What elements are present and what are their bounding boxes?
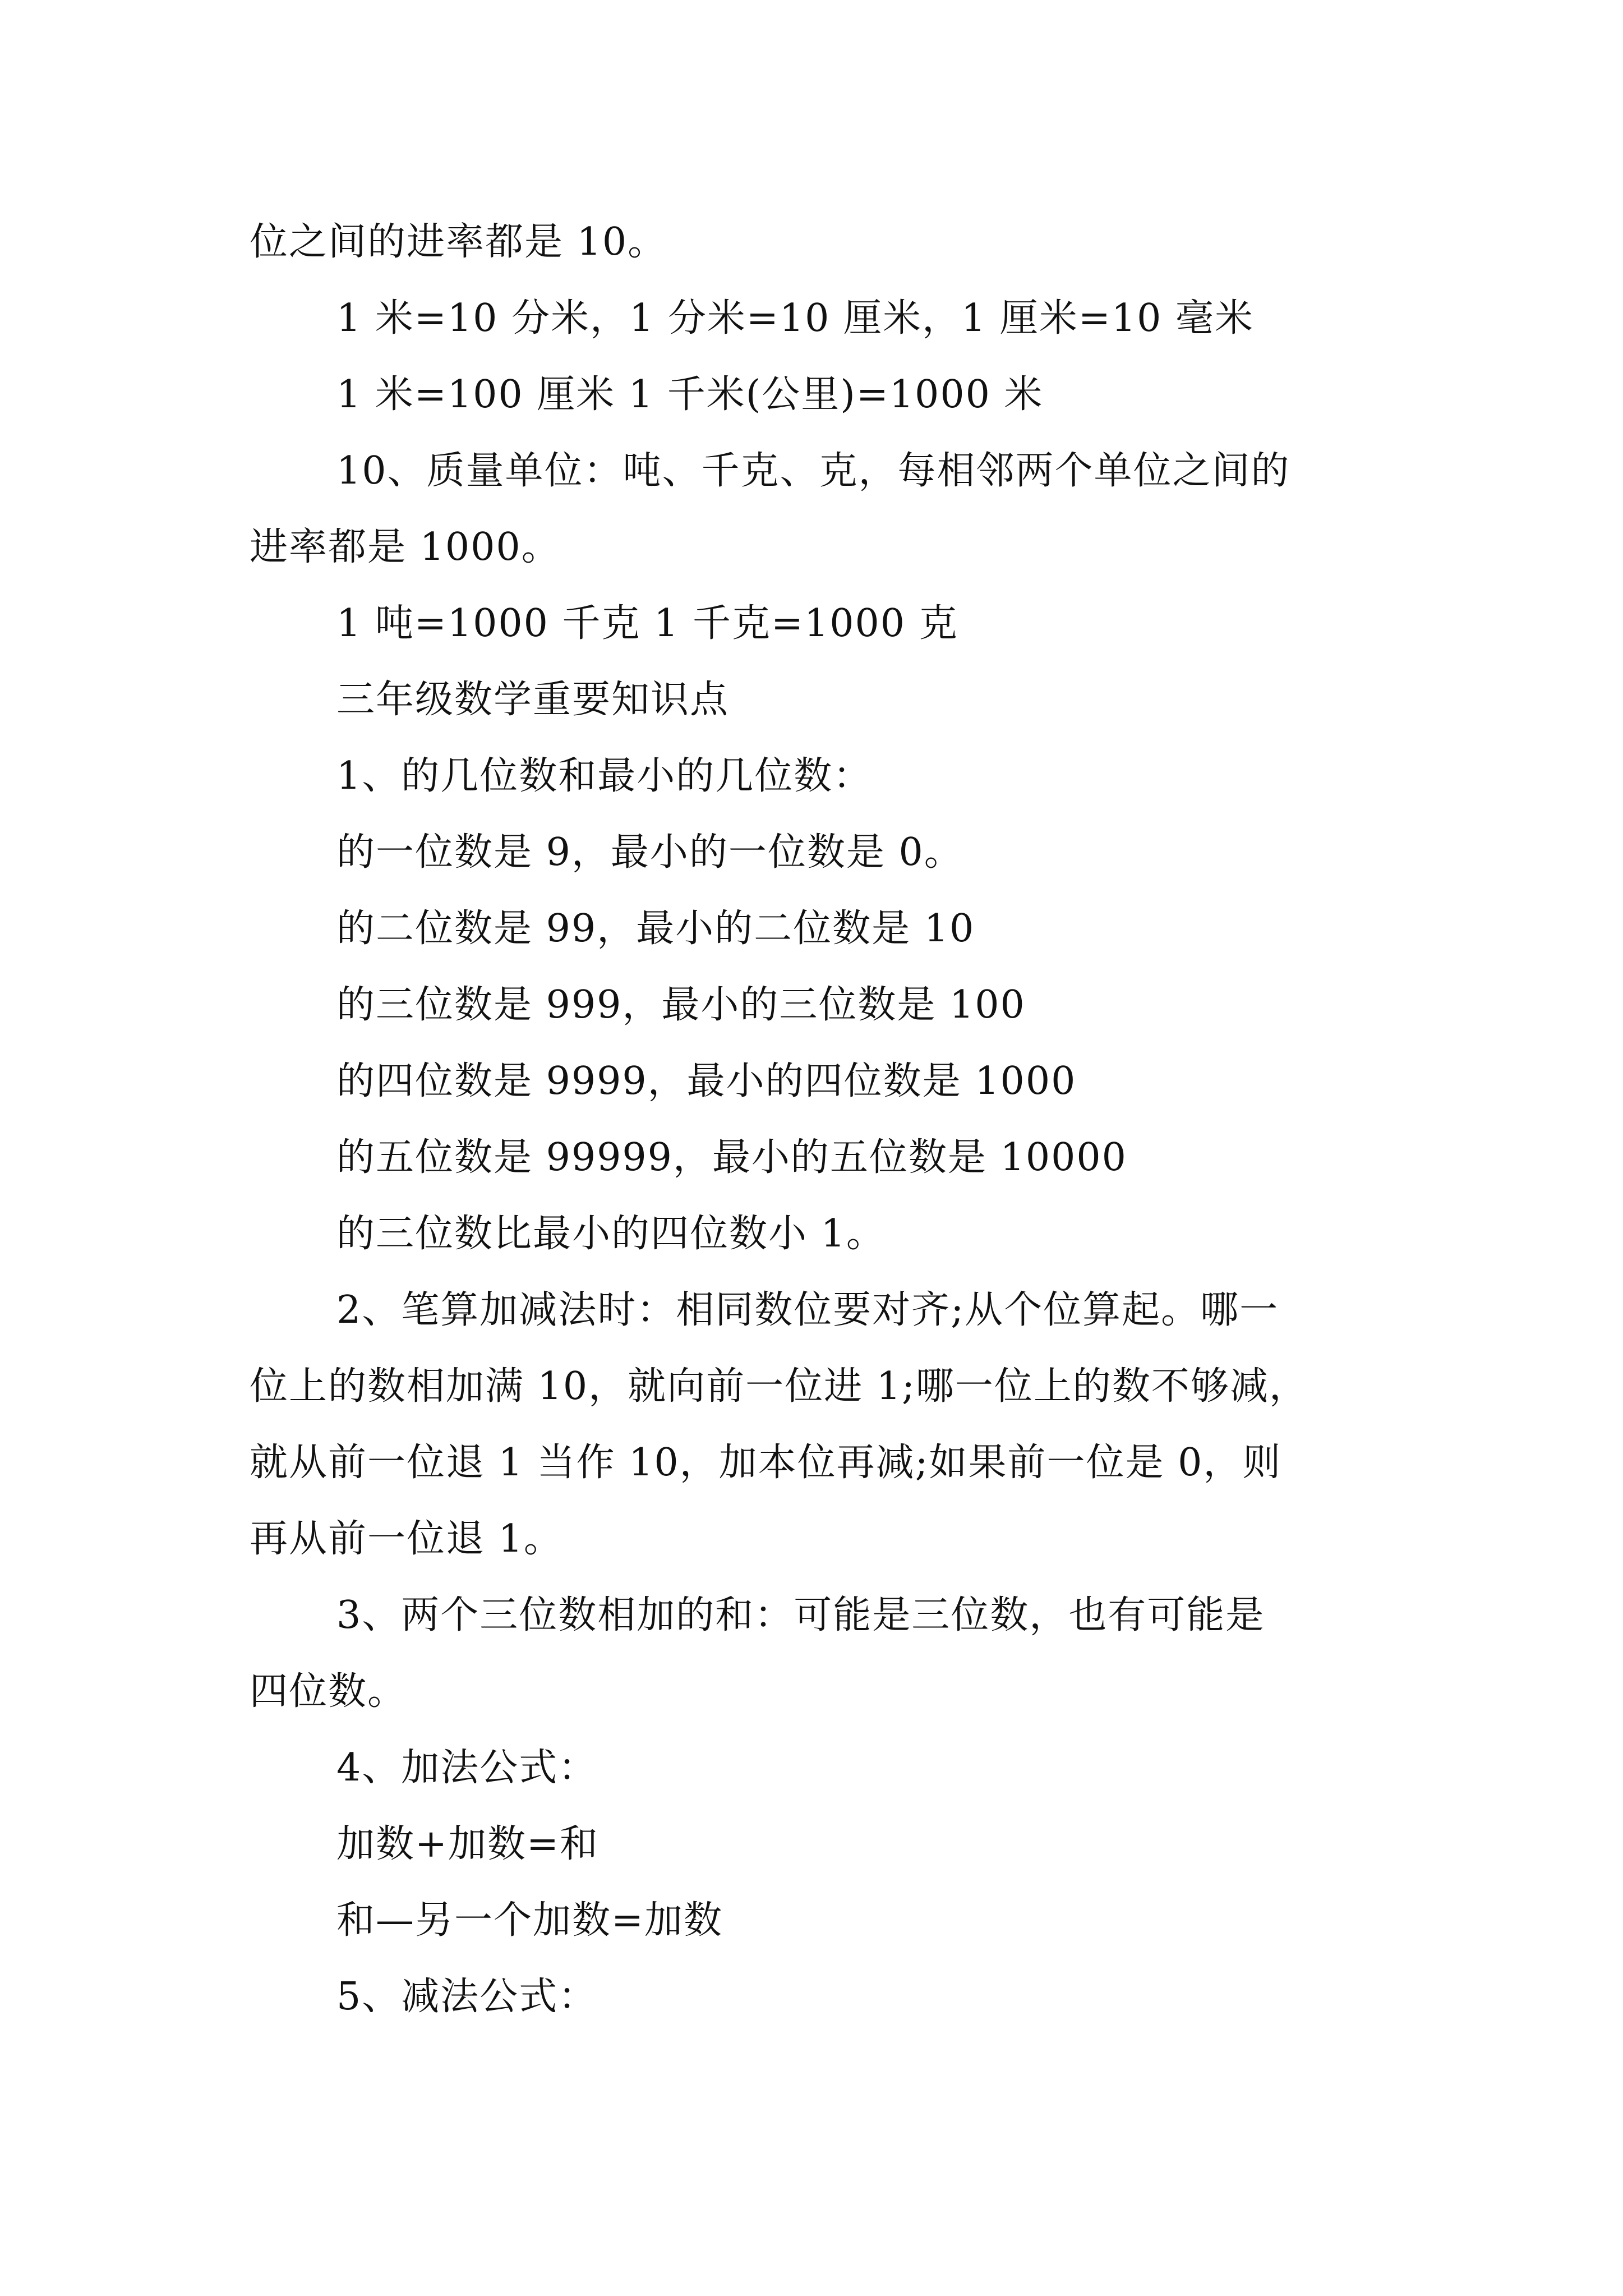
text-line-10: 的二位数是 99，最小的二位数是 10	[336, 907, 975, 951]
text-line-2: 1 米=10 分米，1 分米=10 厘米，1 厘米=10 毫米	[336, 296, 1254, 341]
text-line-5: 进率都是 1000。	[250, 525, 561, 569]
text-line-11: 的三位数是 999，最小的三位数是 100	[336, 983, 1026, 1027]
text-line-13: 的五位数是 99999，最小的五位数是 10000	[336, 1135, 1127, 1180]
text-line-9: 的一位数是 9，最小的一位数是 0。	[336, 830, 963, 875]
text-line-18: 再从前一位退 1。	[250, 1517, 563, 1561]
text-line-14: 的三位数比最小的四位数小 1。	[336, 1212, 886, 1256]
text-line-17: 就从前一位退 1 当作 10，加本位再减;如果前一位是 0，则	[250, 1441, 1282, 1485]
text-line-16: 位上的数相加满 10，就向前一位进 1;哪一位上的数不够减，	[250, 1364, 1308, 1409]
text-line-19: 3、两个三位数相加的和：可能是三位数，也有可能是	[336, 1593, 1265, 1637]
text-line-22: 加数+加数=和	[336, 1822, 599, 1866]
text-line-20: 四位数。	[250, 1669, 407, 1714]
text-line-4: 10、质量单位：吨、千克、克，每相邻两个单位之间的	[336, 449, 1290, 493]
text-line-21: 4、加法公式：	[336, 1746, 598, 1790]
text-line-12: 的四位数是 9999，最小的四位数是 1000	[336, 1059, 1077, 1103]
text-line-15: 2、笔算加减法时：相同数位要对齐;从个位算起。哪一	[336, 1288, 1279, 1332]
text-line-3: 1 米=100 厘米 1 千米(公里)=1000 米	[336, 372, 1044, 417]
text-line-23: 和—另一个加数=加数	[336, 1898, 723, 1943]
text-line-1: 位之间的进率都是 10。	[250, 220, 667, 264]
section-heading: 三年级数学重要知识点	[336, 678, 730, 722]
text-line-24: 5、减法公式：	[336, 1975, 598, 2019]
text-line-6: 1 吨=1000 千克 1 千克=1000 克	[336, 601, 958, 646]
text-line-8: 1、的几位数和最小的几位数：	[336, 754, 873, 798]
